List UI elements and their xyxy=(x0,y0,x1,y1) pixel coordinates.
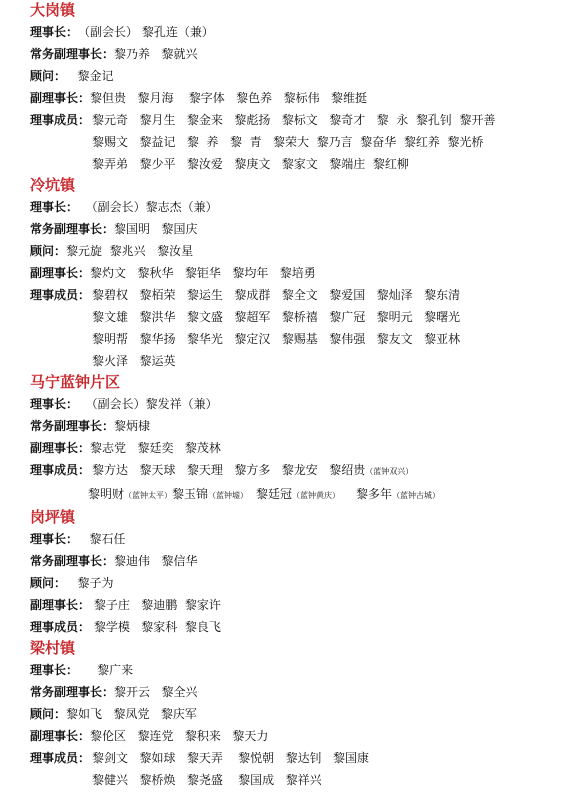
row xyxy=(30,725,562,747)
row-text: （副会长） 黎孔连（兼） xyxy=(78,25,214,39)
row xyxy=(30,262,562,284)
row-text: 黎炳棣 xyxy=(114,419,151,433)
member xyxy=(172,483,248,507)
row-text: 黎学模 黎家科 黎良飞 xyxy=(90,620,221,634)
section-title: 大岗镇 xyxy=(30,1,76,19)
row-label: 副理事长： xyxy=(30,729,91,743)
row xyxy=(30,459,562,483)
member xyxy=(356,483,440,507)
row-label: 理事成员： xyxy=(30,620,91,634)
member-name: 黎多年 xyxy=(356,487,393,501)
row-label: 顾问： xyxy=(30,244,67,258)
row-label: 常务副理事长： xyxy=(30,554,115,568)
section-liangcun xyxy=(30,638,562,791)
row-label: 理事长： xyxy=(30,200,79,214)
row-text: 黎灼文 黎秋华 黎钜华 黎均年 黎培勇 xyxy=(90,266,316,280)
members-label: 理事成员： xyxy=(30,463,91,477)
members-line: 黎剑文 黎如球 黎天弄 黎悦朝 黎达钊 黎国康 xyxy=(92,751,370,765)
members-line: 黎元奇 黎月生 黎金来 黎彪扬 黎标文 黎奇才 黎 永 黎孔钊 黎开善 xyxy=(92,113,496,127)
row xyxy=(30,747,562,769)
row-label: 顾问： xyxy=(30,707,67,721)
row xyxy=(30,572,562,594)
row-text: 黎但贵 黎月海 黎字体 黎色养 黎标伟 黎维挺 xyxy=(90,91,368,105)
members-label: 理事成员： xyxy=(30,113,91,127)
member-note: （蓝钟黄庆） xyxy=(292,491,341,500)
member-note: （蓝钟太平） xyxy=(124,491,173,500)
members-line: 黎弄弟 黎少平 黎汝爱 黎庚文 黎家文 黎端庄 黎红柳 xyxy=(92,157,409,171)
row-text: 黎迪伟 黎信华 xyxy=(114,554,198,568)
members-line-row xyxy=(30,350,562,372)
row xyxy=(30,109,562,131)
row xyxy=(30,240,562,262)
row-text: 黎开云 黎全兴 xyxy=(114,685,198,699)
row-text: 黎如飞 黎凤党 黎庆军 xyxy=(66,707,197,721)
members-line: 黎赐文 黎益记 黎 养 黎 青 黎荣大 黎乃言 黎奋华 黎红养 黎光桥 xyxy=(92,135,484,149)
row xyxy=(30,528,562,550)
row-text: 黎金记 xyxy=(66,69,114,83)
row-label: 顾问： xyxy=(30,69,67,83)
members-line-row xyxy=(30,483,562,507)
section-title: 梁村镇 xyxy=(30,639,76,657)
row-text: 黎国明 黎国庆 xyxy=(114,222,198,236)
members-line-row xyxy=(30,131,562,153)
members-names: 黎方达 黎天球 黎天理 黎方多 黎龙安 黎绍贵 xyxy=(92,463,366,477)
row-text: 黎志党 黎廷奕 黎茂林 xyxy=(90,441,221,455)
row-text: 黎元旋 黎兆兴 黎汝星 xyxy=(66,244,194,258)
row xyxy=(30,43,562,65)
row xyxy=(30,594,562,616)
row-label: 理事长： xyxy=(30,397,79,411)
row-text: （副会长）黎发祥（兼） xyxy=(78,397,218,411)
row-label: 常务副理事长： xyxy=(30,47,115,61)
member-note: （蓝钟墟） xyxy=(208,491,249,500)
section-maning-lanzhong xyxy=(30,372,562,507)
row-label: 顾问： xyxy=(30,576,67,590)
members-line: 黎文雄 黎洪华 黎文盛 黎超军 黎桥禧 黎广冠 黎明元 黎曙光 xyxy=(92,310,461,324)
member xyxy=(88,483,172,507)
members-line: 黎火泽 黎运英 xyxy=(92,354,176,368)
member xyxy=(256,483,340,507)
row xyxy=(30,218,562,240)
row-text: 黎子为 xyxy=(66,576,114,590)
row xyxy=(30,550,562,572)
row-label: 副理事长： xyxy=(30,441,91,455)
row-text: 黎伦区 黎连党 黎积来 黎天力 xyxy=(90,729,269,743)
row-text: 黎广来 xyxy=(78,663,134,677)
section-title: 马宁蓝钟片区 xyxy=(30,373,121,391)
row-label: 理事长： xyxy=(30,663,79,677)
section-dagang xyxy=(30,0,562,175)
row-text: （副会长）黎志杰（兼） xyxy=(78,200,218,214)
members-line: 黎健兴 黎桥焕 黎尧盛 黎国成 黎祥兴 xyxy=(92,773,322,787)
row xyxy=(30,284,562,306)
row xyxy=(30,616,562,638)
member-name: 黎明财 xyxy=(88,487,125,501)
member-note: （蓝钟双兴） xyxy=(365,467,414,476)
members-label: 理事成员： xyxy=(30,751,91,765)
row xyxy=(30,196,562,218)
row-label: 常务副理事长： xyxy=(30,419,115,433)
members-line-row xyxy=(30,328,562,350)
row-label: 常务副理事长： xyxy=(30,222,115,236)
members-line xyxy=(92,459,562,483)
row xyxy=(30,437,562,459)
section-title: 岗坪镇 xyxy=(30,508,76,526)
row-text: 黎子庄 黎迪鹏 黎家许 xyxy=(90,598,221,612)
members-line-row xyxy=(30,153,562,175)
row xyxy=(30,681,562,703)
row-label: 常务副理事长： xyxy=(30,685,115,699)
members-block xyxy=(30,109,562,131)
row-label: 副理事长： xyxy=(30,91,91,105)
row xyxy=(30,703,562,725)
row-text: 黎石任 xyxy=(78,532,126,546)
members-line-row xyxy=(30,769,562,791)
member-note: （蓝钟古城） xyxy=(392,491,441,500)
row-text: 黎乃养 黎就兴 xyxy=(114,47,198,61)
row xyxy=(30,87,562,109)
row-label: 副理事长： xyxy=(30,266,91,280)
member-name: 黎廷冠 xyxy=(256,487,293,501)
section-title: 冷坑镇 xyxy=(30,176,76,194)
row xyxy=(30,393,562,415)
row-label: 理事长： xyxy=(30,532,79,546)
row xyxy=(30,415,562,437)
members-line: 黎明帮 黎华扬 黎华光 黎定汉 黎赐基 黎伟强 黎友文 黎亚林 xyxy=(92,332,461,346)
member-name: 黎玉锦 xyxy=(172,487,209,501)
section-lengkeng xyxy=(30,175,562,372)
row xyxy=(30,65,562,87)
members-line-row xyxy=(30,306,562,328)
row-label: 副理事长： xyxy=(30,598,91,612)
section-gangping xyxy=(30,507,562,638)
members-line: 黎碧权 黎栢荣 黎运生 黎成群 黎全文 黎爱国 黎灿泽 黎东清 xyxy=(92,288,461,302)
row xyxy=(30,21,562,43)
members-label: 理事成员： xyxy=(30,288,91,302)
row xyxy=(30,659,562,681)
row-label: 理事长： xyxy=(30,25,79,39)
